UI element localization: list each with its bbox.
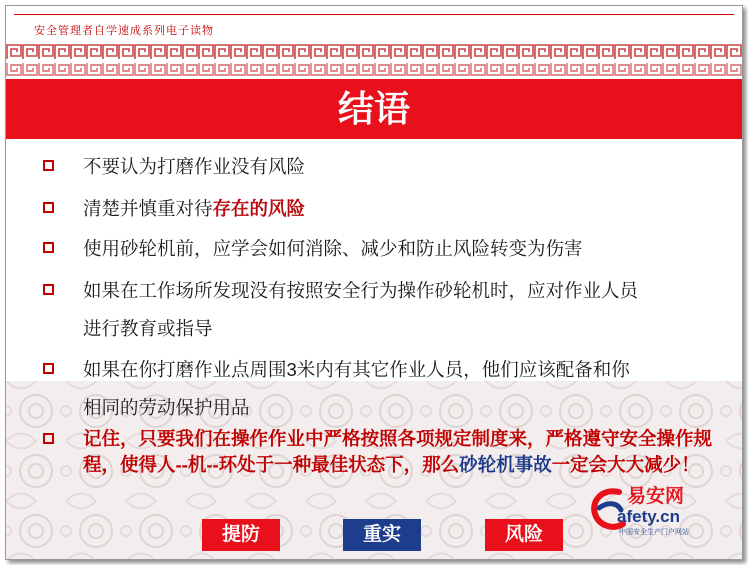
list-item-text-continued: 进行教育或指导 xyxy=(83,318,213,339)
keyword-fengxian: 风险 xyxy=(485,519,563,551)
fret-border-top xyxy=(6,44,742,60)
top-rule xyxy=(14,14,734,15)
svg-text:中国安全生产门户网站: 中国安全生产门户网站 xyxy=(619,529,689,536)
list-item-text: 不要认为打磨作业没有风险 xyxy=(83,156,306,177)
highlight-text: 存在的风险 xyxy=(212,198,306,219)
keyword-tifang: 提防 xyxy=(202,519,280,551)
list-item-text: 使用砂轮机前，应学会如何消除、减少和防止风险转变为伤害 xyxy=(83,238,583,259)
checkbox-icon xyxy=(43,160,54,171)
slide-title: 结语 xyxy=(337,88,410,129)
site-logo xyxy=(589,480,719,538)
list-item-text: 清楚并慎重对待存在的风险 xyxy=(83,198,306,219)
checkbox-icon xyxy=(43,363,54,374)
list-item-text: 如果在工作场所发现没有按照安全行为操作砂轮机时，应对作业人员 xyxy=(83,280,639,301)
emphasis-text: 砂轮机事故 xyxy=(459,454,552,475)
svg-text:易安网: 易安网 xyxy=(627,486,685,507)
list-item-text: 如果在你打磨作业点周围3米内有其它作业人员，他们应该配备和你 xyxy=(83,359,630,380)
checkbox-icon xyxy=(43,242,54,253)
checkbox-icon xyxy=(43,284,54,295)
e-logo-icon xyxy=(589,480,719,538)
keyword-zhongshi: 重实 xyxy=(343,519,421,551)
conclusion-text: 记住，只要我们在操作作业中严格按照各项规定制度来，严格遵守安全操作规程，使得人--机--环处于一种最佳状态下，那么砂轮机事故一定会大大减少！ xyxy=(83,428,713,475)
checkbox-icon xyxy=(43,202,54,213)
fret-border-bottom xyxy=(6,62,742,78)
series-title: 安全管理者自学速成系列电子读物 xyxy=(34,24,214,37)
svg-text:afety.cn: afety.cn xyxy=(617,507,680,526)
list-item-text-continued: 相同的劳动保护用品 xyxy=(83,397,250,418)
checkbox-icon xyxy=(43,433,54,444)
slide xyxy=(5,5,743,560)
